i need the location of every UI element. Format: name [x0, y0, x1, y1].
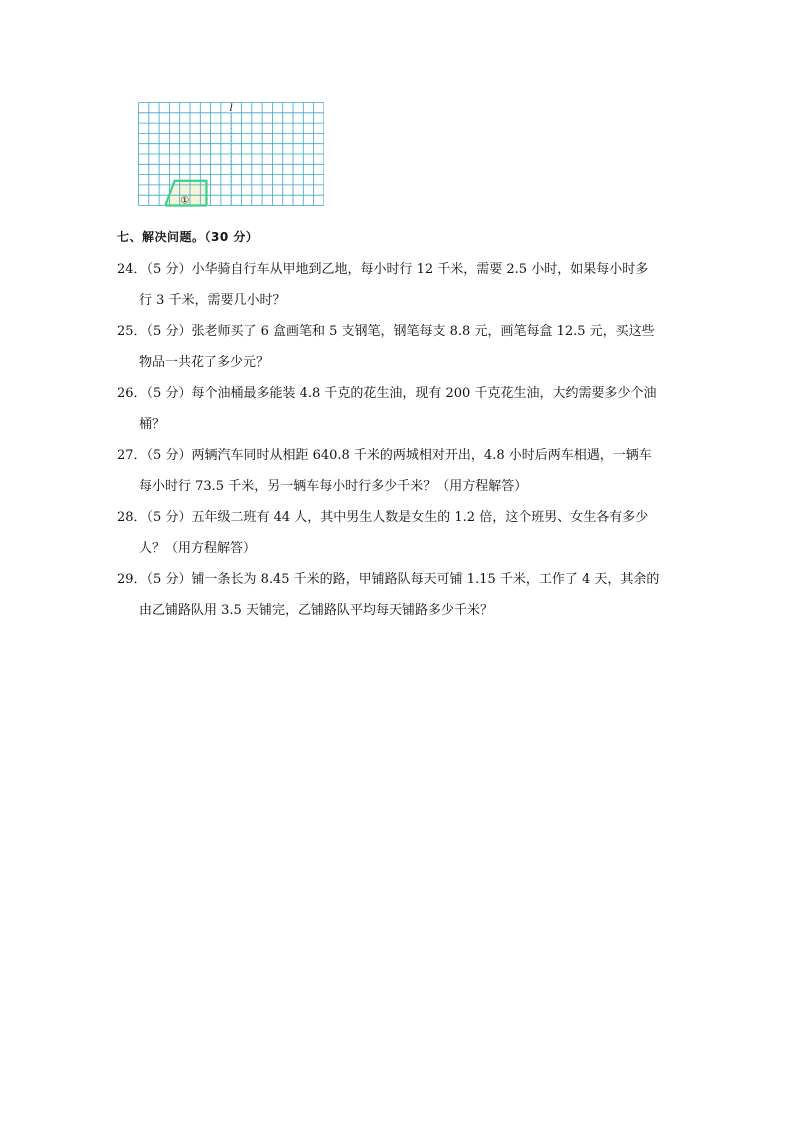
grid-svg [138, 102, 324, 208]
question-28-line2: 人？（用方程解答） [139, 541, 257, 556]
question-26 [117, 378, 679, 440]
question-27-line1: 27．（5 分）两辆汽车同时从相距 640.8 千米的两城相对开出，4.8 小时后两车相遇，一辆车 [117, 448, 652, 463]
question-29 [117, 564, 679, 626]
question-list [117, 254, 679, 626]
shape-label: ① [180, 195, 190, 207]
section-title: 七、解决问题。（30 分） [117, 230, 259, 244]
question-25-line2: 物品一共花了多少元？ [139, 355, 270, 370]
question-25 [117, 316, 679, 378]
question-29-line2: 由乙铺路队用 3.5 天铺完，乙铺路队平均每天铺路多少千米？ [139, 603, 493, 618]
question-25-line1: 25．（5 分）张老师买了 6 盒画笔和 5 支钢笔，钢笔每支 8.8 元，画笔每盒 12.5 元，买这些 [117, 324, 655, 339]
question-26-line1: 26．（5 分）每个油桶最多能装 4.8 千克的花生油，现有 200 千克花生油，大约需要多少个油 [117, 386, 657, 401]
axis-label: l [229, 103, 233, 114]
question-29-line1: 29．（5 分）铺一条长为 8.45 千米的路，甲铺路队每天可铺 1.15 千米，工作了 4 天，其余的 [117, 572, 660, 587]
grid-figure [138, 102, 324, 208]
question-27 [117, 440, 679, 502]
question-24-line1: 24．（5 分）小华骑自行车从甲地到乙地，每小时行 12 千米，需要 2.5 小时，如果每小时多 [117, 262, 649, 277]
question-28 [117, 502, 679, 564]
question-28-line1: 28．（5 分）五年级二班有 44 人，其中男生人数是女生的 1.2 倍，这个班男、女生各有多少 [117, 510, 649, 525]
question-27-line2: 每小时行 73.5 千米，另一辆车每小时行多少千米？（用方程解答） [139, 479, 528, 494]
question-24 [117, 254, 679, 316]
question-26-line2: 桶？ [139, 417, 166, 432]
question-24-line2: 行 3 千米，需要几小时？ [139, 293, 286, 308]
